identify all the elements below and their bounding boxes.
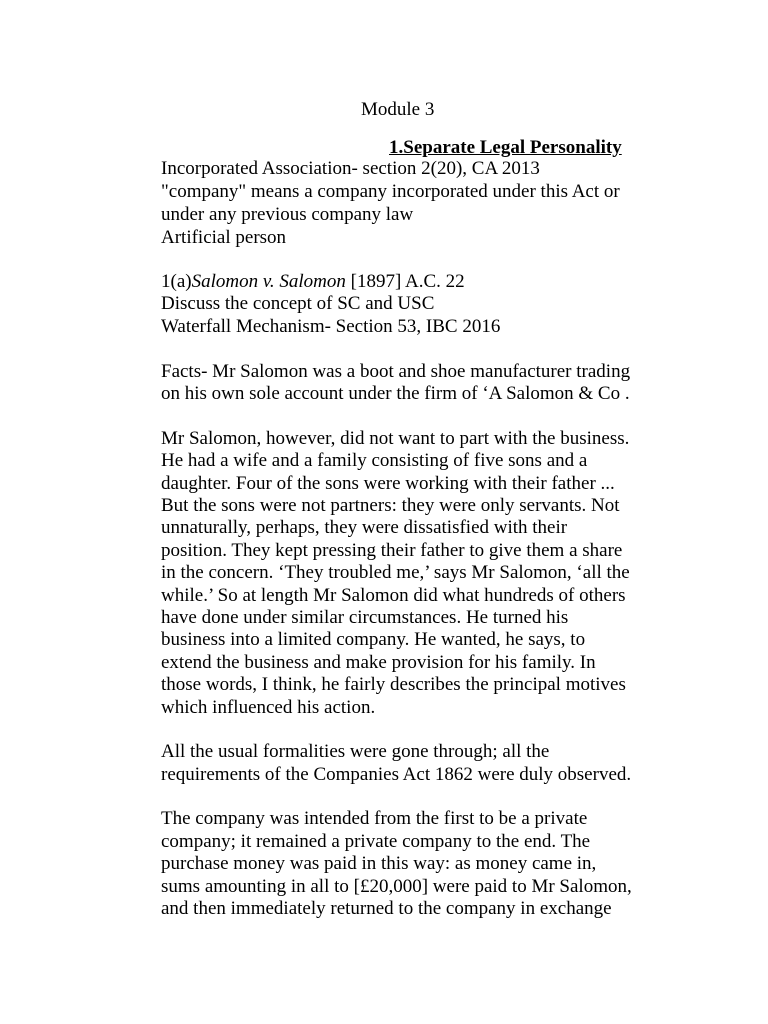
section-heading bbox=[361, 137, 622, 159]
body-line: and then immediately returned to the company in exchange bbox=[161, 898, 612, 919]
intro-line: Incorporated Association- section 2(20), CA 2013 bbox=[161, 158, 540, 179]
body-line: He had a wife and a family consisting of five sons and a bbox=[161, 450, 588, 471]
body-line: All the usual formalities were gone through; all the bbox=[161, 741, 550, 762]
body-line: extend the business and make provision for his family. In bbox=[161, 652, 596, 673]
section-heading-text: 1.Separate Legal Personality bbox=[389, 137, 622, 158]
case-citation-line bbox=[161, 271, 465, 293]
body-line: in the concern. ‘They troubled me,’ says Mr Salomon, ‘all the bbox=[161, 562, 630, 583]
facts-line: on his own sole account under the firm of ‘A Salomon & Co . bbox=[161, 383, 630, 404]
case-number: 1(a) bbox=[161, 271, 192, 292]
facts-line: Facts- Mr Salomon was a boot and shoe manufacturer trading bbox=[161, 361, 631, 382]
body-line: have done under similar circumstances. He turned his bbox=[161, 607, 569, 628]
body-line: Mr Salomon, however, did not want to part with the business. bbox=[161, 428, 630, 449]
body-line: company; it remained a private company to the end. The bbox=[161, 831, 591, 852]
body-line: purchase money was paid in this way: as money came in, bbox=[161, 853, 597, 874]
case-citation: [1897] A.C. 22 bbox=[345, 271, 465, 292]
body-line: requirements of the Companies Act 1862 were duly observed. bbox=[161, 764, 632, 785]
body-line: The company was intended from the first to be a private bbox=[161, 808, 588, 829]
case-name: Salomon v. Salomon bbox=[191, 271, 346, 292]
body-line: But the sons were not partners: they were only servants. Not bbox=[161, 495, 620, 516]
body-line: daughter. Four of the sons were working with their father ... bbox=[161, 473, 615, 494]
body-line: business into a limited company. He wanted, he says, to bbox=[161, 629, 586, 650]
body-line: unnaturally, perhaps, they were dissatisfied with their bbox=[161, 517, 568, 538]
case-note-line: Waterfall Mechanism- Section 53, IBC 2016 bbox=[161, 316, 501, 337]
intro-line: Artificial person bbox=[161, 227, 287, 248]
body-line: those words, I think, he fairly describes the principal motives bbox=[161, 674, 626, 695]
body-line: position. They kept pressing their father to give them a share bbox=[161, 540, 623, 561]
body-line: sums amounting in all to [£20,000] were paid to Mr Salomon, bbox=[161, 876, 632, 897]
body-line: which influenced his action. bbox=[161, 697, 376, 718]
intro-line: "company" means a company incorporated under this Act or bbox=[161, 181, 620, 202]
module-title: Module 3 bbox=[361, 99, 435, 120]
case-note-line: Discuss the concept of SC and USC bbox=[161, 293, 435, 314]
body-line: while.’ So at length Mr Salomon did what hundreds of others bbox=[161, 585, 626, 606]
intro-line: under any previous company law bbox=[161, 204, 414, 225]
